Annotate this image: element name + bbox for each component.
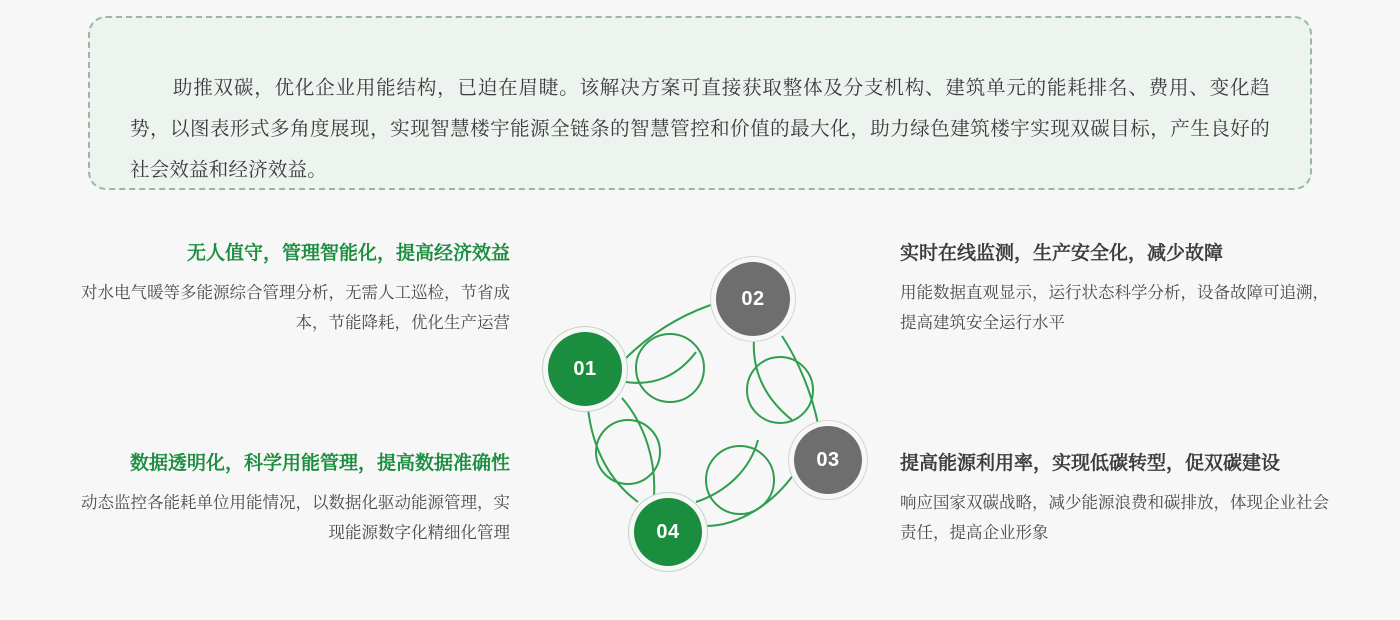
feature-body-03: 响应国家双碳战略，减少能源浪费和碳排放，体现企业社会责任，提高企业形象 — [900, 494, 1329, 542]
feature-block-02 — [900, 238, 1332, 338]
feature-body-02: 用能数据直观显示，运行状态科学分析，设备故障可追溯，提高建筑安全运行水平 — [900, 284, 1329, 332]
feature-title-03: 提高能源利用率，实现低碳转型，促双碳建设 — [900, 453, 1281, 474]
feature-body-04: 动态监控各能耗单位用能情况，以数据化驱动能源管理，实现能源数字化精细化管理 — [81, 494, 510, 542]
intro-text: 助推双碳，优化企业用能结构，已迫在眉睫。该解决方案可直接获取整体及分支机构、建筑单元的能耗排名、费用、变化趋势，以图表形式多角度展现，实现智慧楼宇能源全链条的智慧管控和价值的最大化，助力绿色建筑楼宇实现双碳目标，产生良好的社会效益和经济效益。 — [130, 76, 1270, 181]
feature-title-04: 数据透明化，科学用能管理，提高数据准确性 — [129, 453, 510, 474]
feature-block-03 — [900, 448, 1332, 548]
intro-panel — [88, 16, 1312, 190]
feature-block-01 — [78, 238, 510, 338]
feature-body-01: 对水电气暖等多能源综合管理分析，无需人工巡检，节省成本，节能降耗，优化生产运营 — [81, 284, 510, 332]
diagram-node-03[interactable]: 03 — [794, 426, 862, 494]
diagram-node-01[interactable]: 01 — [548, 332, 622, 406]
node-diagram — [530, 240, 870, 590]
feature-title-02: 实时在线监测，生产安全化，减少故障 — [900, 243, 1224, 264]
feature-title-01: 无人值守，管理智能化，提高经济效益 — [186, 243, 510, 264]
feature-block-04 — [78, 448, 510, 548]
diagram-node-04[interactable]: 04 — [634, 498, 702, 566]
diagram-node-02[interactable]: 02 — [716, 262, 790, 336]
